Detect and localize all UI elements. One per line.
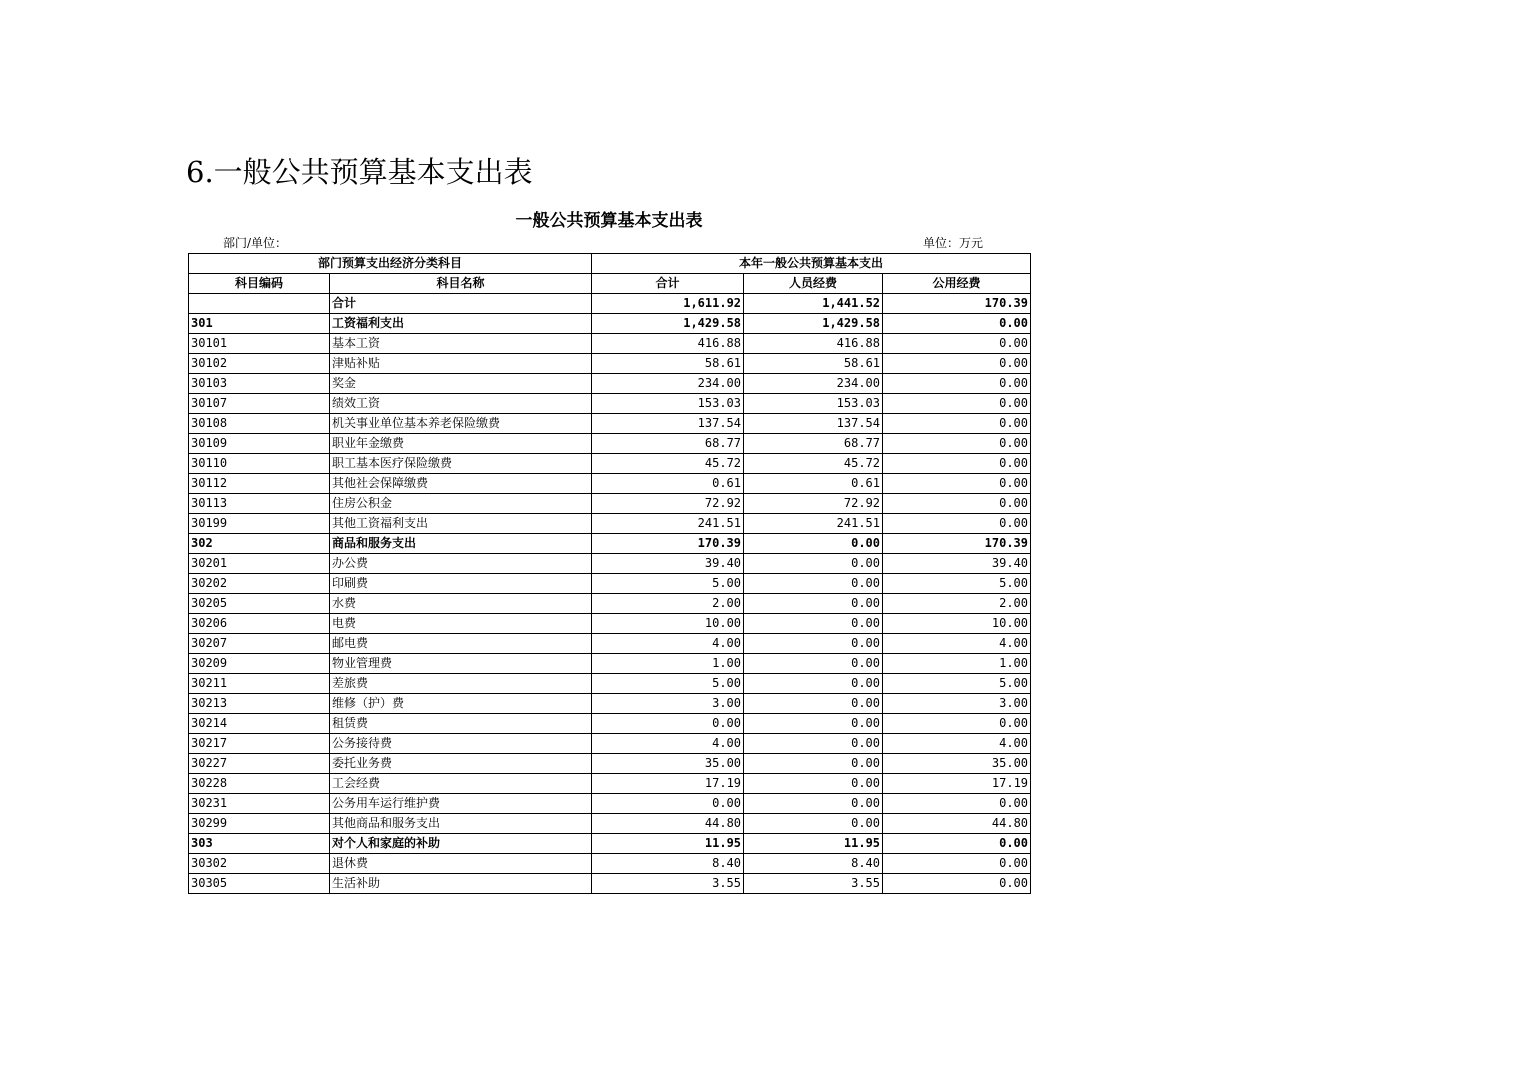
cell-code: 30102: [189, 354, 330, 374]
cell-name: 工资福利支出: [330, 314, 592, 334]
cell-total: 58.61: [592, 354, 744, 374]
cell-personnel: 0.00: [744, 714, 883, 734]
department-label: 部门/单位：: [223, 236, 288, 250]
cell-code: 30213: [189, 694, 330, 714]
cell-code: 30202: [189, 574, 330, 594]
cell-name: 邮电费: [330, 634, 592, 654]
cell-personnel: 0.00: [744, 594, 883, 614]
cell-code: 30209: [189, 654, 330, 674]
cell-code: 303: [189, 834, 330, 854]
cell-total: 39.40: [592, 554, 744, 574]
cell-name: 差旅费: [330, 674, 592, 694]
cell-total: 17.19: [592, 774, 744, 794]
cell-public: 0.00: [883, 374, 1031, 394]
cell-total: 4.00: [592, 734, 744, 754]
cell-personnel: 1,429.58: [744, 314, 883, 334]
cell-public: 0.00: [883, 854, 1031, 874]
cell-name: 委托业务费: [330, 754, 592, 774]
cell-total: 4.00: [592, 634, 744, 654]
cell-public: 1.00: [883, 654, 1031, 674]
cell-personnel: 58.61: [744, 354, 883, 374]
cell-total: 416.88: [592, 334, 744, 354]
cell-public: 44.80: [883, 814, 1031, 834]
unit-label: 单位：万元: [923, 236, 984, 250]
cell-public: 0.00: [883, 454, 1031, 474]
cell-name: 奖金: [330, 374, 592, 394]
cell-name: 职业年金缴费: [330, 434, 592, 454]
table-row: [189, 874, 1031, 894]
cell-name: 职工基本医疗保险缴费: [330, 454, 592, 474]
cell-public: 3.00: [883, 694, 1031, 714]
cell-public: 0.00: [883, 394, 1031, 414]
cell-name: 物业管理费: [330, 654, 592, 674]
cell-name: 其他社会保障缴费: [330, 474, 592, 494]
cell-personnel: 0.00: [744, 614, 883, 634]
header-public: 公用经费: [883, 274, 1031, 294]
cell-personnel: 0.00: [744, 574, 883, 594]
cell-name: 电费: [330, 614, 592, 634]
cell-public: 2.00: [883, 594, 1031, 614]
cell-personnel: 0.61: [744, 474, 883, 494]
table-row: [189, 654, 1031, 674]
table-row: [189, 434, 1031, 454]
table-row: [189, 574, 1031, 594]
cell-public: 0.00: [883, 714, 1031, 734]
cell-total: 0.00: [592, 794, 744, 814]
cell-total: 170.39: [592, 534, 744, 554]
cell-public: 10.00: [883, 614, 1031, 634]
budget-table: [188, 253, 1031, 894]
cell-code: 30302: [189, 854, 330, 874]
cell-code: 30228: [189, 774, 330, 794]
cell-total: 3.55: [592, 874, 744, 894]
cell-total: 5.00: [592, 674, 744, 694]
cell-personnel: 3.55: [744, 874, 883, 894]
table-row: [189, 454, 1031, 474]
cell-code: 30227: [189, 754, 330, 774]
table-row: [189, 834, 1031, 854]
cell-code: 302: [189, 534, 330, 554]
cell-code: 30214: [189, 714, 330, 734]
cell-code: 301: [189, 314, 330, 334]
cell-code: 30101: [189, 334, 330, 354]
cell-public: 4.00: [883, 634, 1031, 654]
table-title: 一般公共预算基本支出表: [515, 211, 703, 231]
cell-name: 其他工资福利支出: [330, 514, 592, 534]
cell-code: 30211: [189, 674, 330, 694]
cell-total: 137.54: [592, 414, 744, 434]
table-row: [189, 754, 1031, 774]
cell-name: 维修（护）费: [330, 694, 592, 714]
cell-personnel: 0.00: [744, 774, 883, 794]
cell-personnel: 0.00: [744, 534, 883, 554]
cell-total: 1,429.58: [592, 314, 744, 334]
table-row: [189, 634, 1031, 654]
table-row: [189, 714, 1031, 734]
cell-personnel: 0.00: [744, 674, 883, 694]
cell-personnel: 0.00: [744, 554, 883, 574]
cell-name: 公务接待费: [330, 734, 592, 754]
header-total: 合计: [592, 274, 744, 294]
cell-public: 35.00: [883, 754, 1031, 774]
cell-code: 30205: [189, 594, 330, 614]
table-row: [189, 474, 1031, 494]
cell-code: 30112: [189, 474, 330, 494]
table-row: [189, 674, 1031, 694]
cell-code: 30113: [189, 494, 330, 514]
cell-name: 对个人和家庭的补助: [330, 834, 592, 854]
cell-name: 水费: [330, 594, 592, 614]
cell-total: 241.51: [592, 514, 744, 534]
cell-personnel: 72.92: [744, 494, 883, 514]
table-row: [189, 514, 1031, 534]
table-row: [189, 314, 1031, 334]
cell-total: 234.00: [592, 374, 744, 394]
cell-name: 基本工资: [330, 334, 592, 354]
cell-code: 30206: [189, 614, 330, 634]
cell-personnel: 45.72: [744, 454, 883, 474]
table-row: [189, 334, 1031, 354]
cell-name: 退休费: [330, 854, 592, 874]
table-row: [189, 394, 1031, 414]
cell-public: 0.00: [883, 334, 1031, 354]
header-code: 科目编码: [189, 274, 330, 294]
cell-total: 153.03: [592, 394, 744, 414]
cell-total: 1.00: [592, 654, 744, 674]
cell-personnel: 153.03: [744, 394, 883, 414]
cell-personnel: 11.95: [744, 834, 883, 854]
cell-total: 11.95: [592, 834, 744, 854]
cell-public: 5.00: [883, 574, 1031, 594]
table-row: [189, 734, 1031, 754]
cell-public: 0.00: [883, 314, 1031, 334]
cell-personnel: 234.00: [744, 374, 883, 394]
cell-code: 30199: [189, 514, 330, 534]
cell-personnel: 0.00: [744, 634, 883, 654]
cell-total: 0.61: [592, 474, 744, 494]
table-row: [189, 414, 1031, 434]
cell-public: 17.19: [883, 774, 1031, 794]
cell-code: 30231: [189, 794, 330, 814]
table-row: [189, 554, 1031, 574]
cell-code: 30217: [189, 734, 330, 754]
cell-code: [189, 294, 330, 314]
header-group-row: [189, 254, 1031, 274]
cell-name: 办公费: [330, 554, 592, 574]
cell-total: 72.92: [592, 494, 744, 514]
cell-code: 30207: [189, 634, 330, 654]
cell-total: 0.00: [592, 714, 744, 734]
cell-total: 45.72: [592, 454, 744, 474]
cell-name: 合计: [330, 294, 592, 314]
cell-code: 30108: [189, 414, 330, 434]
cell-name: 住房公积金: [330, 494, 592, 514]
table-row: [189, 594, 1031, 614]
cell-personnel: 1,441.52: [744, 294, 883, 314]
cell-total: 10.00: [592, 614, 744, 634]
table-row: [189, 494, 1031, 514]
cell-total: 8.40: [592, 854, 744, 874]
cell-name: 绩效工资: [330, 394, 592, 414]
cell-personnel: 68.77: [744, 434, 883, 454]
header-name: 科目名称: [330, 274, 592, 294]
cell-name: 公务用车运行维护费: [330, 794, 592, 814]
cell-code: 30103: [189, 374, 330, 394]
cell-public: 0.00: [883, 834, 1031, 854]
header-column-row: [189, 274, 1031, 294]
cell-name: 印刷费: [330, 574, 592, 594]
cell-code: 30299: [189, 814, 330, 834]
cell-public: 39.40: [883, 554, 1031, 574]
cell-public: 0.00: [883, 354, 1031, 374]
table-row: [189, 614, 1031, 634]
cell-name: 商品和服务支出: [330, 534, 592, 554]
cell-total: 35.00: [592, 754, 744, 774]
cell-total: 1,611.92: [592, 294, 744, 314]
cell-personnel: 137.54: [744, 414, 883, 434]
cell-name: 生活补助: [330, 874, 592, 894]
cell-code: 30107: [189, 394, 330, 414]
cell-public: 170.39: [883, 534, 1031, 554]
cell-personnel: 8.40: [744, 854, 883, 874]
cell-personnel: 241.51: [744, 514, 883, 534]
table-row: [189, 374, 1031, 394]
cell-public: 0.00: [883, 474, 1031, 494]
cell-name: 其他商品和服务支出: [330, 814, 592, 834]
cell-total: 44.80: [592, 814, 744, 834]
cell-public: 0.00: [883, 794, 1031, 814]
cell-name: 租赁费: [330, 714, 592, 734]
cell-public: 0.00: [883, 434, 1031, 454]
cell-personnel: 0.00: [744, 754, 883, 774]
table-row: [189, 294, 1031, 314]
cell-code: 30305: [189, 874, 330, 894]
header-basic-expenditure: 本年一般公共预算基本支出: [592, 254, 1031, 274]
cell-personnel: 0.00: [744, 694, 883, 714]
cell-public: 0.00: [883, 514, 1031, 534]
cell-total: 3.00: [592, 694, 744, 714]
cell-total: 5.00: [592, 574, 744, 594]
header-personnel: 人员经费: [744, 274, 883, 294]
cell-name: 津贴补贴: [330, 354, 592, 374]
cell-name: 机关事业单位基本养老保险缴费: [330, 414, 592, 434]
cell-personnel: 0.00: [744, 734, 883, 754]
cell-personnel: 0.00: [744, 794, 883, 814]
cell-public: 5.00: [883, 674, 1031, 694]
table-row: [189, 534, 1031, 554]
cell-personnel: 0.00: [744, 654, 883, 674]
cell-personnel: 416.88: [744, 334, 883, 354]
cell-name: 工会经费: [330, 774, 592, 794]
table-row: [189, 814, 1031, 834]
table-row: [189, 794, 1031, 814]
table-row: [189, 774, 1031, 794]
cell-code: 30110: [189, 454, 330, 474]
cell-total: 68.77: [592, 434, 744, 454]
table-body: [189, 294, 1031, 894]
cell-personnel: 0.00: [744, 814, 883, 834]
cell-public: 0.00: [883, 874, 1031, 894]
table-row: [189, 854, 1031, 874]
cell-total: 2.00: [592, 594, 744, 614]
table-row: [189, 354, 1031, 374]
cell-public: 170.39: [883, 294, 1031, 314]
cell-public: 0.00: [883, 494, 1031, 514]
header-economic-classification: 部门预算支出经济分类科目: [189, 254, 592, 274]
cell-code: 30201: [189, 554, 330, 574]
cell-public: 0.00: [883, 414, 1031, 434]
table-row: [189, 694, 1031, 714]
cell-code: 30109: [189, 434, 330, 454]
page-heading: 6.一般公共预算基本支出表: [186, 155, 533, 189]
cell-public: 4.00: [883, 734, 1031, 754]
